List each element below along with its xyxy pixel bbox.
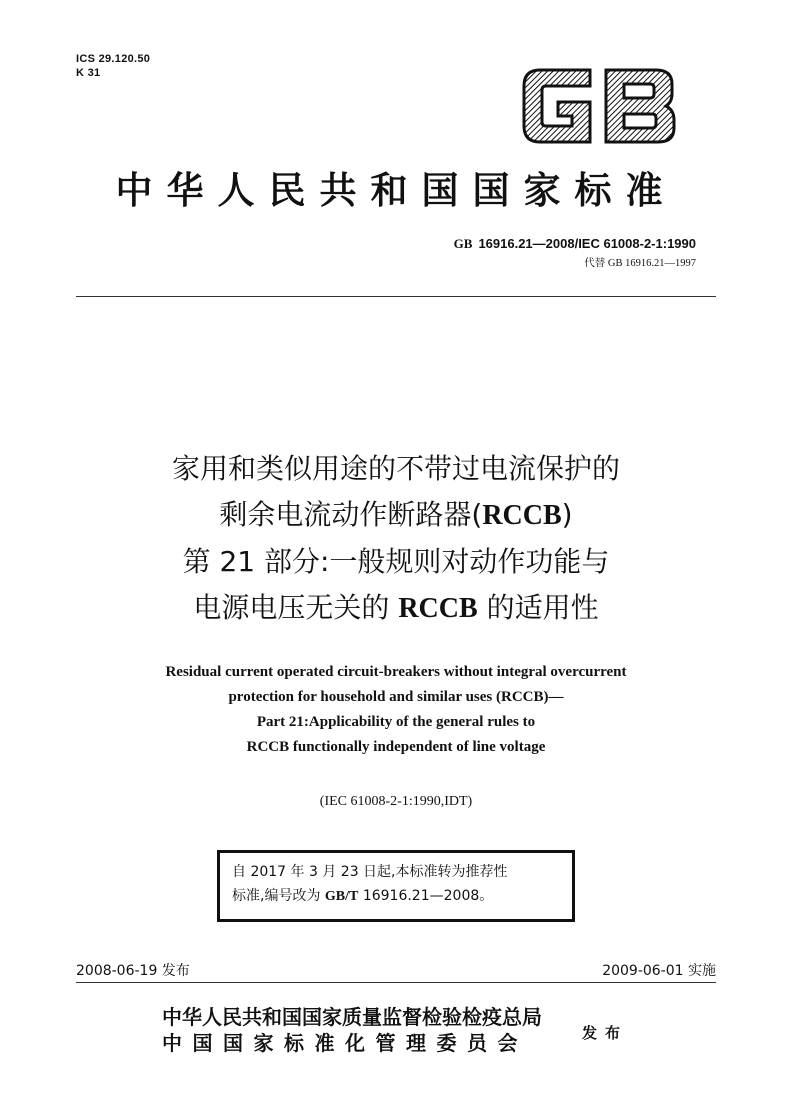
ics-code: ICS 29.120.50 xyxy=(76,53,151,65)
title-cn-line-2 xyxy=(0,492,792,539)
title-chinese xyxy=(0,446,792,632)
notice-line-2-code: GB/T xyxy=(324,889,359,904)
notice-line-2-pre: 标准,编号改为 xyxy=(232,888,325,904)
header-divider xyxy=(76,296,716,297)
organization-title: 中华人民共和国国家标准 xyxy=(115,169,677,212)
title-cn-line-4-pre: 电源电压无关的 xyxy=(193,591,399,624)
gb-logo xyxy=(520,64,680,148)
title-en-line-3: Part 21:Applicability of the general rules to xyxy=(256,714,536,730)
notice-line-1: 自 2017 年 3 月 23 日起,本标准转为推荐性 xyxy=(232,864,508,880)
title-cn-line-4-code: RCCB xyxy=(398,593,478,624)
issuer-aqsiq: 中华人民共和国国家质量监督检验检疫总局 xyxy=(162,1005,542,1029)
title-en-line-4: RCCB functionally independent of line voltage xyxy=(246,739,546,755)
title-cn-line-4 xyxy=(0,585,792,632)
title-cn-line-3: 第 21 部分:一般规则对动作功能与 xyxy=(182,545,610,578)
title-cn-line-1: 家用和类似用途的不带过电流保护的 xyxy=(171,452,620,485)
title-cn-line-2-pre: 剩余电流动作断路器( xyxy=(219,498,483,531)
issue-word: 发布 xyxy=(582,1024,629,1042)
equivalence-note: (IEC 61008-2-1:1990,IDT) xyxy=(319,794,473,809)
title-en-line-2: protection for household and similar uses (RCCB)— xyxy=(228,689,564,705)
issuer-sac: 中国国家标准化管理委员会 xyxy=(162,1031,528,1055)
standard-number xyxy=(454,236,696,252)
standard-codes xyxy=(454,236,696,270)
notice-line-2-post: 16916.21—2008。 xyxy=(358,888,494,904)
title-cn-line-4-post: 的适用性 xyxy=(477,591,599,624)
title-en-line-1: Residual current operated circuit-breakers without integral overcurrent xyxy=(165,664,627,680)
classification-codes xyxy=(76,52,150,80)
notice-line-2 xyxy=(232,884,560,909)
publish-date: 2008-06-19 发布 xyxy=(76,963,190,979)
title-cn-line-2-code: RCCB xyxy=(482,500,562,531)
title-cn-line-2-post: ) xyxy=(561,498,573,531)
ccs-code: K 31 xyxy=(76,67,101,79)
implementation-date: 2009-06-01 实施 xyxy=(602,963,716,979)
issuing-authorities xyxy=(162,1004,542,1056)
standard-prefix: GB xyxy=(453,236,473,251)
replaces-code: 代替 GB 16916.21—1997 xyxy=(584,258,696,269)
footer-divider xyxy=(76,982,716,983)
standard-main-code: 16916.21—2008/IEC 61008-2-1:1990 xyxy=(478,236,696,251)
notice-box xyxy=(217,850,575,922)
title-english xyxy=(0,660,792,760)
